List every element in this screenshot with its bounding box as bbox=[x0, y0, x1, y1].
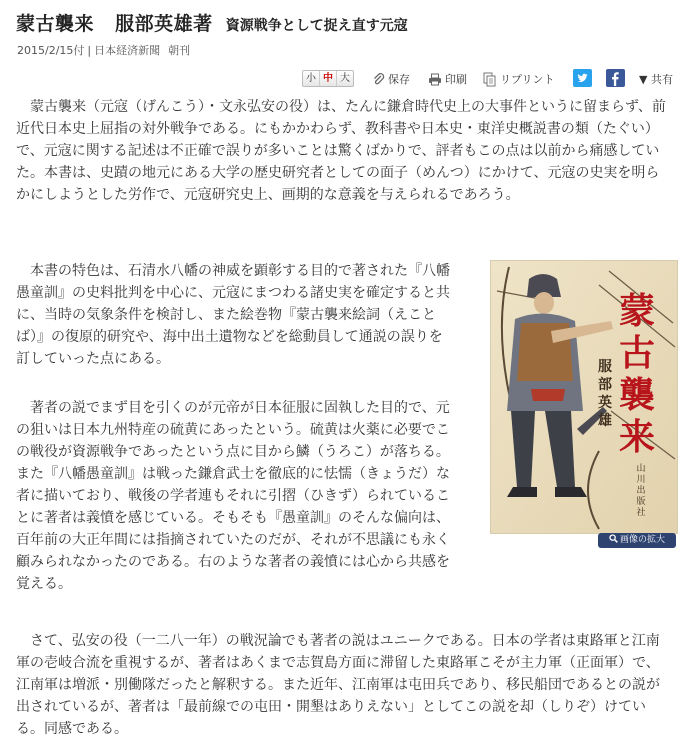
svg-text:英: 英 bbox=[598, 395, 612, 411]
print-label: 印刷 bbox=[445, 73, 467, 86]
svg-text:蒙: 蒙 bbox=[618, 290, 656, 332]
svg-text:川: 川 bbox=[636, 475, 646, 485]
article-author: 服部英雄著 bbox=[115, 13, 213, 35]
article-subtitle: 資源戦争として捉え直す元寇 bbox=[225, 18, 408, 34]
svg-text:襲: 襲 bbox=[618, 374, 656, 416]
paperclip-icon bbox=[372, 73, 385, 86]
cover-title-text bbox=[619, 290, 655, 458]
image-zoom-button[interactable] bbox=[598, 533, 676, 548]
share-menu-button[interactable]: ▼ 共有 bbox=[639, 73, 673, 86]
svg-text:出: 出 bbox=[636, 486, 646, 496]
image-zoom-label: 画像の拡大 bbox=[619, 535, 665, 545]
article-paragraph-2: 本書の特色は、石清水八幡の神威を顕彰する目的で著された『八幡愚童訓』の史料批判を中心に、元寇にまつわる諸史実を確定すると共に、当時の気象条件を検討し、また絵巻物『蒙古襲来絵詞（えことば）』の復原的研究や、海中出土遺物などを総動員して通説の誤りを訂していった点にある。 bbox=[16, 263, 450, 367]
svg-text:古: 古 bbox=[618, 332, 656, 374]
book-cover-image[interactable] bbox=[490, 260, 678, 534]
twitter-icon bbox=[573, 69, 592, 87]
edition-label: 朝刊 bbox=[168, 44, 191, 57]
article-paragraph-4: さて、弘安の役（一二八一年）の戦況論でも著者の説はユニークである。日本の学者は東路軍と江南軍の壱岐合流を重視するが、著者はあくまで志賀島方面に滞留した東路軍こそが主力軍（正面軍）で、江南軍は増派・別働隊だったと解釈する。また近年、江南軍は屯田兵であり、移民船団であるとの説が出されているが、著者は「最前線での屯田・開墾はありえない」としてこの説を却（しりぞ）けている。同感である。 bbox=[16, 633, 660, 737]
svg-text:山: 山 bbox=[636, 464, 646, 474]
svg-text:版: 版 bbox=[636, 497, 646, 507]
save-button[interactable] bbox=[372, 71, 410, 87]
reprint-button[interactable] bbox=[483, 71, 555, 87]
facebook-share-button[interactable] bbox=[606, 69, 625, 87]
twitter-share-button[interactable] bbox=[573, 69, 592, 87]
magnifier-icon bbox=[609, 534, 618, 543]
font-size-large-button[interactable]: 大 bbox=[340, 73, 350, 84]
cover-publisher-text bbox=[636, 462, 645, 518]
publish-date: 2015/2/15付 bbox=[17, 44, 85, 57]
print-button[interactable] bbox=[428, 71, 467, 87]
facebook-icon bbox=[606, 69, 625, 87]
svg-text:部: 部 bbox=[598, 377, 612, 393]
article-title: 蒙古襲来 bbox=[16, 13, 95, 35]
article-toolbar bbox=[0, 68, 685, 90]
article-meta bbox=[17, 42, 190, 58]
reprint-icon bbox=[483, 72, 497, 87]
svg-text:服: 服 bbox=[598, 359, 612, 375]
save-label: 保存 bbox=[388, 73, 410, 86]
font-size-small-button[interactable]: 小 bbox=[303, 71, 320, 86]
svg-text:来: 来 bbox=[618, 416, 656, 458]
svg-text:雄: 雄 bbox=[598, 413, 612, 429]
font-size-switcher bbox=[302, 70, 354, 87]
printer-icon bbox=[428, 73, 442, 86]
svg-text:社: 社 bbox=[636, 508, 646, 518]
publication-name: 日本経済新聞 bbox=[94, 44, 161, 57]
article-paragraph-1: 蒙古襲来（元寇（げんこう）・文永弘安の役）は、たんに鎌倉時代史上の大事件というに留まらず、前近代日本史上屈指の対外戦争である。にもかかわらず、教科書や日本史・東洋史概説書の類（たぐい）で、元寇に関する記述は不正確で誤りが多いことは驚くばかりで、評者もこの点は以前から痛感していた。本書は、史蹟の地元にある大学の歴史研究者としての面子（めんつ）にかけて、元寇の史実を明らかにしようとした労作で、元寇研究史上、画期的な意義を与えられるであろう。 bbox=[16, 99, 666, 203]
article-paragraph-3: 著者の説でまず目を引くのが元帝が日本征服に固執した目的で、元の狙いは日本九州特産の硫黄にあったという。硫黄は火薬に必要でこの戦役が資源戦争であったという点に目から鱗（うろこ）が落ちる。また『八幡愚童訓』は戦った鎌倉武士を徹底的に怯懦（きょうだ）な者に描いており、戦後の学者連もそれに引摺（ひきず）られていることに著者は義憤を感じている。そもそも『愚童訓』のそんな偏向は、百年前の大正年間には指摘されていたのだが、それが不思議にも永く顧みられなかったのである。右のような著者の義憤には心から共感を覚える。 bbox=[16, 400, 450, 592]
article-header bbox=[16, 9, 408, 36]
meta-separator: | bbox=[87, 44, 92, 57]
reprint-label: リプリント bbox=[500, 73, 555, 86]
font-size-medium-button[interactable]: 中 bbox=[320, 71, 337, 86]
